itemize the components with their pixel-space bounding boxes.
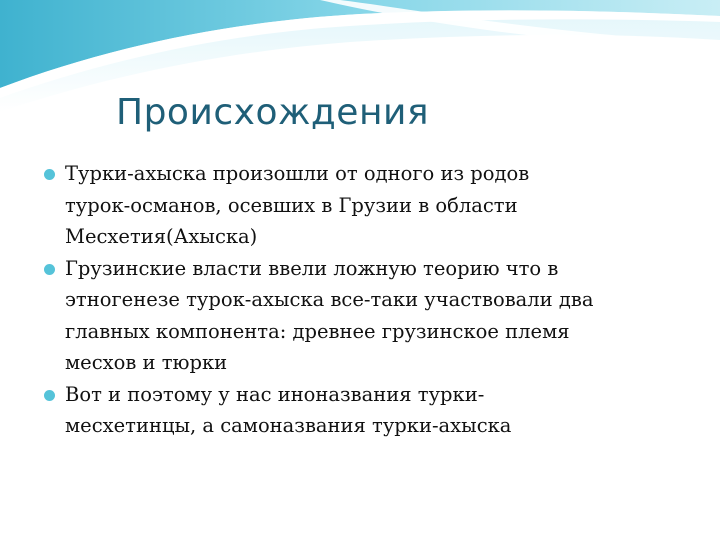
bullet-text-line: Грузинские власти ввели ложную теорию что в bbox=[65, 256, 559, 280]
bullet-text-line: Вот и поэтому у нас иноназвания турки- bbox=[65, 382, 485, 406]
bullet-list bbox=[42, 158, 692, 442]
bullet-item bbox=[42, 253, 692, 379]
bullet-text-line: главных компонента: древнее грузинское племя bbox=[65, 319, 570, 343]
bullet-text-line: турок-османов, осевших в Грузии в области bbox=[65, 193, 518, 217]
bullet-item bbox=[42, 158, 692, 253]
bullet-text-line: Турки-ахыска произошли от одного из родов bbox=[65, 162, 530, 185]
slide-title: Происхождения bbox=[116, 92, 430, 133]
bullet-text-line: этногенезе турок-ахыска все-таки участвовали два bbox=[65, 288, 594, 311]
bullet-item bbox=[42, 379, 692, 442]
bullet-dot-icon bbox=[44, 390, 55, 401]
bullet-text-line: месхетинцы, а самоназвания турки-ахыска bbox=[65, 414, 512, 437]
bullet-dot-icon bbox=[44, 264, 55, 275]
bullet-dot-icon bbox=[44, 169, 55, 180]
bullet-text-line: месхов и тюрки bbox=[65, 351, 228, 374]
bullet-text-line: Месхетия(Ахыска) bbox=[65, 225, 258, 248]
